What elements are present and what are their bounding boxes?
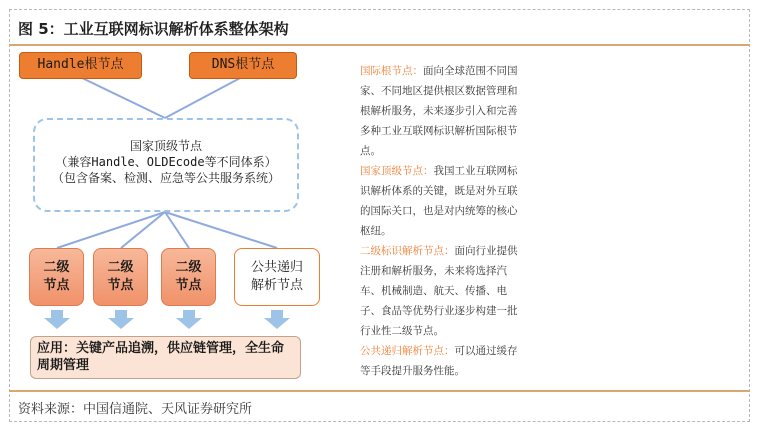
recursive-node-line1: 公共递归 [250,260,303,275]
secondary-connector-3 [165,212,189,248]
footer-rule [9,390,750,392]
desc-label-country: 国家顶级节点： [360,165,434,177]
down-arrow-2 [108,310,134,329]
recursive-connector [165,212,277,248]
desc-text-international: 面向全球范围不同国家、不同地区提供根区数据管理和根解析服务，未来逐步引入和完善多种工业互联网标识解析国际根节点。 [360,65,518,157]
country-node-title: 国家顶级节点 [129,139,202,153]
country-node-compat: （兼容Handle、OLDEcode等不同体系） [55,155,277,169]
figure-title: 图 5：工业互联网标识解析体系整体架构 [18,20,289,38]
secondary-node-line1: 二级 [107,260,134,275]
dns-root-node: DNS根节点 [189,52,297,79]
secondary-node-3 [161,248,216,306]
secondary-node-line1: 二级 [43,260,70,275]
secondary-node-line2: 节点 [175,278,202,293]
desc-label-recursive: 公共递归解析节点： [360,345,455,357]
country-top-node [33,118,299,212]
desc-label-international: 国际根节点： [360,65,423,77]
secondary-node-2 [93,248,148,306]
desc-text-secondary: 面向行业提供注册和解析服务，未来将选择汽车、机械制造、航天、传播、电子、食品等优势行业逐步构建一批行业性二级节点。 [360,245,518,337]
description-panel [360,61,520,381]
secondary-node-1 [29,248,84,306]
root-left-connector [80,77,165,118]
source-note: 资料来源：中国信通院、天风证券研究所 [18,402,253,417]
secondary-node-line1: 二级 [175,260,202,275]
down-arrow-3 [176,310,202,329]
root-right-connector [165,77,242,118]
secondary-node-line2: 节点 [107,278,134,293]
down-arrow-1 [44,310,70,329]
secondary-node-line2: 节点 [43,278,70,293]
desc-label-secondary: 二级标识解析节点： [360,245,455,257]
desc-text-country: 我国工业互联网标识解析体系的关键，既是对外互联的国际关口，也是对内统筹的核心枢纽。 [360,165,518,237]
desc-text-recursive: 可以通过缓存等手段提升服务性能。 [360,345,518,377]
secondary-connector-1 [57,212,165,248]
handle-root-node: Handle根节点 [19,52,142,79]
application-box: 应用：关键产品追溯，供应链管理，全生命周期管理 [30,336,301,379]
down-arrow-4 [264,310,290,329]
country-node-services: （包含备案、检测、应急等公共服务系统） [51,171,280,185]
recursive-node-line2: 解析节点 [250,278,303,293]
secondary-connector-2 [121,212,165,248]
recursive-resolution-node [234,248,320,306]
